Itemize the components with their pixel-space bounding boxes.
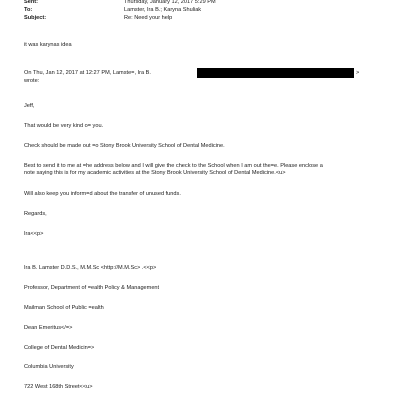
signature-line-5: College of Dental Medicin=> bbox=[24, 345, 95, 351]
quote-attribution-wrote: wrote: bbox=[24, 78, 40, 84]
quote-closing: Regards, bbox=[24, 211, 47, 217]
sent-label: Sent: bbox=[24, 0, 38, 5]
quote-greeting: Jeff, bbox=[24, 103, 35, 109]
signature-line-1: Ira B. Lamster D.D.S., M.M.Sc <http://M.M.Sc> .<<p> bbox=[24, 265, 157, 271]
signature-line-2: Professor, Department of =ealth Policy & Management bbox=[24, 285, 160, 291]
quote-attribution-suffix: > bbox=[356, 70, 360, 76]
sent-value: Thursday, January 12, 2017 5:29 PM bbox=[124, 0, 216, 5]
signature-line-3: Mailman School of Public =ealth bbox=[24, 305, 104, 311]
quote-paragraph-1: That would be very kind o= you. bbox=[24, 123, 104, 129]
to-label: To: bbox=[24, 7, 33, 13]
to-value: Lamster, Ira B.; Karyna Shuliak bbox=[124, 7, 202, 13]
quote-paragraph-2: Check should be made out =o Stony Brook University School of Dental Medicine. bbox=[24, 143, 225, 149]
quote-paragraph-3-line-2: note saying this is for my academic activities at the Stony Brook University School of Dental Medicine.<u> bbox=[24, 170, 286, 176]
subject-value: Re: Need your help bbox=[124, 15, 173, 21]
reply-text: it was karynas idea bbox=[24, 42, 72, 48]
quote-paragraph-4: Will also keep you inform=d about the transfer of unused funds. bbox=[24, 191, 181, 197]
signature-line-6: Columbia University bbox=[24, 364, 74, 370]
quote-name: Ira<<p> bbox=[24, 231, 44, 237]
quote-paragraph-3-line-1: Best to send it to me at =he address below and I will give the check to the School when I am out the=e. Please enclose a bbox=[24, 163, 323, 169]
subject-label: Subject: bbox=[24, 15, 47, 21]
signature-line-4: Dean Emeritus</=> bbox=[24, 325, 73, 331]
redaction-bar bbox=[197, 68, 354, 78]
quote-attribution: On Thu, Jan 12, 2017 at 12:27 PM, Lamste=, Ira B. bbox=[24, 70, 151, 76]
signature-line-7: 722 West 168th Street<<u> bbox=[24, 384, 93, 390]
